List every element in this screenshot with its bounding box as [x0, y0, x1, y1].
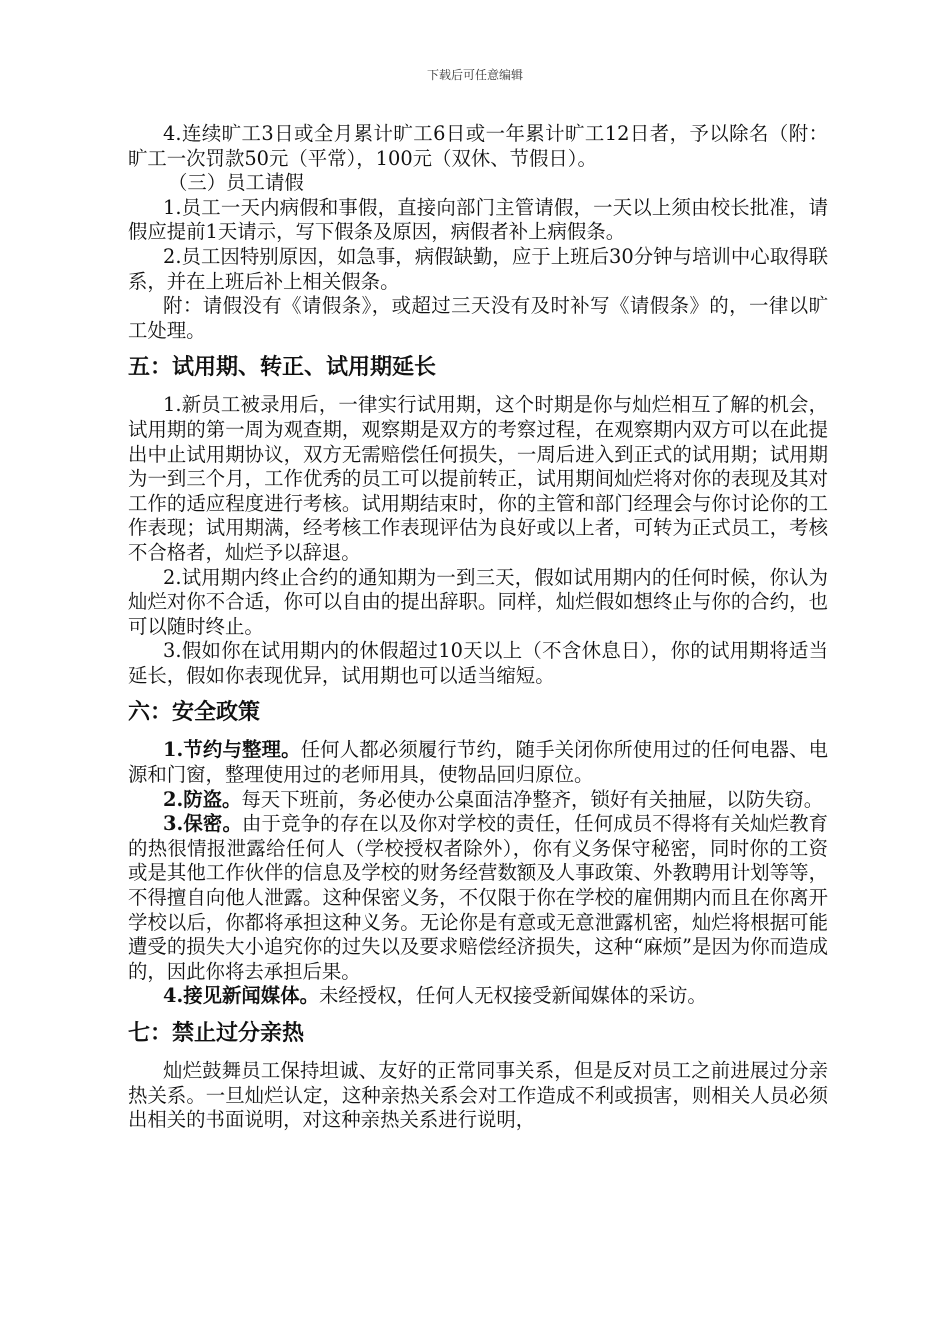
paragraph-security-4: [128, 984, 828, 1009]
header-note: 下载后可任意编辑: [426, 68, 523, 82]
paragraph-security-3: [128, 812, 828, 984]
document-page: [128, 122, 828, 1133]
paragraph-absence-dismissal: 4.连续旷工3日或全月累计旷工6日或一年累计旷工12日者，予以除名（附：旷工一次罚款50元（平常），100元（双休、节假日）。: [128, 122, 828, 170]
lead-text: 1.节约与整理。: [163, 738, 301, 762]
paragraph-leave-note: 附：请假没有《请假条》，或超过三天没有及时补写《请假条》的，一律以旷工处理。: [128, 294, 828, 342]
paragraph-probation-1: 1.新员工被录用后，一律实行试用期，这个时期是你与灿烂相互了解的机会，试用期的第一周为观查期，观察期是双方的考察过程，在观察期内双方可以在此提出中止试用期协议，双方无需赔偿任何损失，一周后进入到正式的试用期；试用期为一到三个月，工作优秀的员工可以提前转正，试用期间灿烂将对你的表现及其对工作的适应程度进行考核。试用期结束时，你的主管和部门经理会与你讨论你的工作表现；试用期满，经考核工作表现评估为良好或以上者，可转为正式员工，考核不合格者，灿烂予以辞退。: [128, 393, 828, 564]
lead-text: 4.接见新闻媒体。: [163, 984, 319, 1008]
body-text: 任何人都必须履行节约，随手关闭你所使用过的任何电器、电源和门窗，整理使用过的老师用具，使物品回归原位。: [128, 738, 828, 787]
section-title-relationships: 七：禁止过分亲热: [128, 1021, 305, 1046]
paragraph-relationships-1: 灿烂鼓舞员工保持坦诚、友好的正常同事关系，但是反对员工之前进展过分亲热关系。一旦灿烂认定，这种亲热关系会对工作造成不利或损害，则相关人员必须出相关的书面说明，对这种亲热关系进行说明，: [128, 1059, 828, 1132]
section-title-probation: 五：试用期、转正、试用期延长: [128, 355, 437, 381]
body-text: 由于竞争的存在以及你对学校的责任，任何成员不得将有关灿烂教育的热很情报泄露给任何人（学校授权者除外），你有义务保守秘密，同时你的工资或是其他工作伙伴的信息及学校的财务经营数额及人事政策、外教聘用计划等等，不得擅自向他人泄露。这种保密义务，不仅限于你在学校的雇佣期内而且在你离开学校以后，你都将承担这种义务。无论你是有意或无意泄露机密，灿烂将根据可能遭受的损失大小追究你的过失以及要求赔偿经济损失，这种“麻烦”是因为你而造成的，因此你将去承担后果。: [128, 812, 829, 983]
subheading-leave: （三）员工请假: [168, 171, 304, 195]
paragraph-probation-3: 3.假如你在试用期内的休假超过10天以上（不含休息日），你的试用期将适当延长，假如你表现优异，试用期也可以适当缩短。: [128, 639, 828, 687]
paragraph-security-1: [128, 738, 828, 787]
section-title-security: 六：安全政策: [128, 700, 261, 726]
lead-text: 2.防盗。: [163, 787, 242, 811]
body-text: 未经授权，任何人无权接受新闻媒体的采访。: [318, 984, 707, 1008]
body-text: 每天下班前，务必使办公桌面洁净整齐，锁好有关抽屉，以防失窃。: [241, 787, 824, 811]
paragraph-security-2: [128, 788, 828, 813]
lead-text: 3.保密。: [163, 812, 243, 836]
paragraph-leave-2: 2.员工因特别原因，如急事，病假缺勤，应于上班后30分钟与培训中心取得联系，并在上班后补上相关假条。: [128, 244, 828, 293]
paragraph-probation-2: 2.试用期内终止合约的通知期为一到三天，假如试用期内的任何时候，你认为灿烂对你不合适，你可以自由的提出辞职。同样，灿烂假如想终止与你的合约，也可以随时终止。: [128, 565, 828, 638]
paragraph-leave-1: 1.员工一天内病假和事假，直接向部门主管请假，一天以上须由校长批准，请假应提前1天请示，写下假条及原因，病假者补上病假条。: [128, 195, 828, 244]
